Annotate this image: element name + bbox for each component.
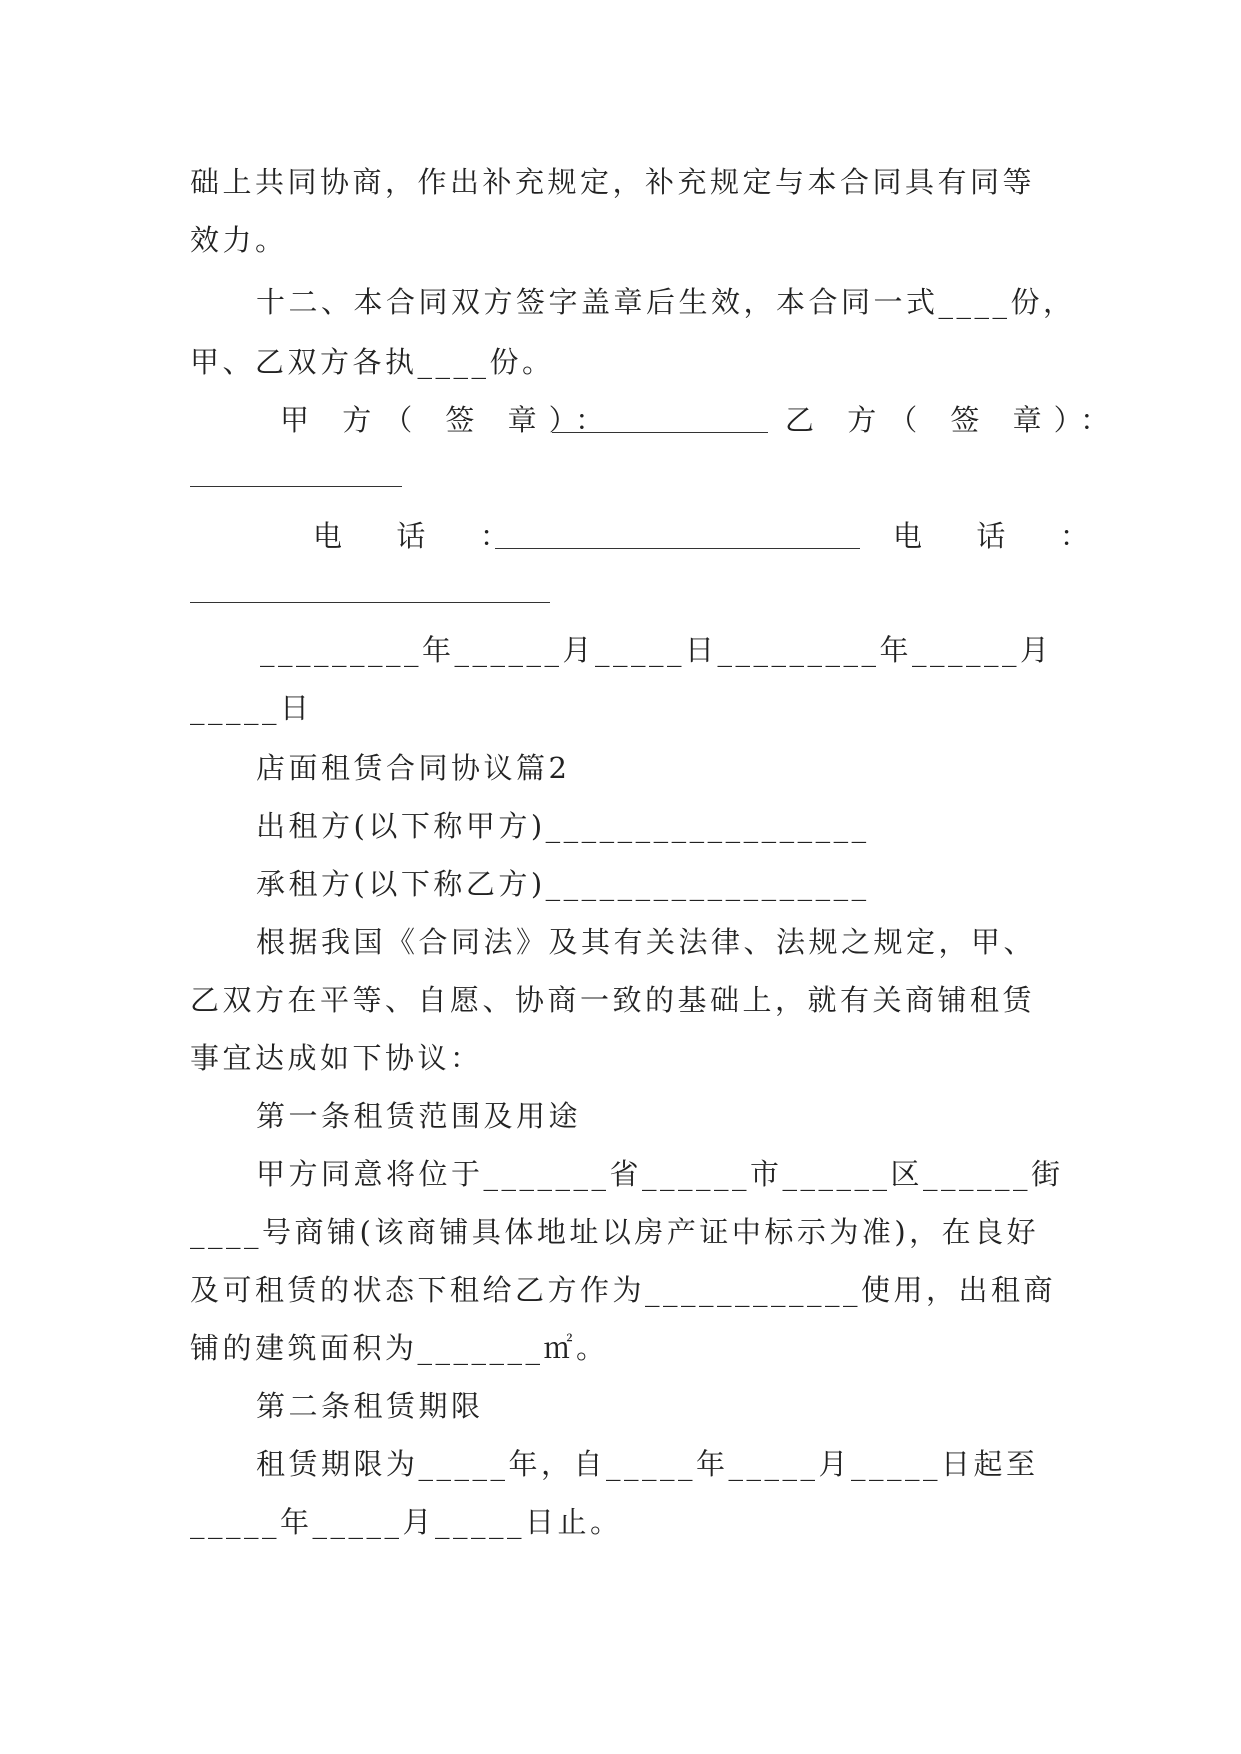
paragraph-line: 础上共同协商，作出补充规定，补充规定与本合同具有同等 xyxy=(190,165,1036,199)
party-a-phone-blank xyxy=(495,548,860,549)
lessor-line: 出租方(以下称甲方)__________________ xyxy=(256,809,870,843)
section-title: 店面租赁合同协议篇2 xyxy=(256,751,571,785)
party-b-signature-label: 乙 方（ 签 章）： xyxy=(785,403,1122,437)
article-heading: 第二条租赁期限 xyxy=(256,1389,484,1423)
paragraph-line: 根据我国《合同法》及其有关法律、法规之规定，甲、 xyxy=(256,925,1037,959)
party-b-phone-label: 电 话 ： xyxy=(893,519,1101,553)
paragraph-line: 及可租赁的状态下租给乙方作为____________使用，出租商 xyxy=(190,1273,1057,1307)
paragraph-line: 乙双方在平等、自愿、协商一致的基础上，就有关商铺租赁 xyxy=(190,983,1036,1017)
paragraph-line: 租赁期限为_____年，自_____年_____月_____日起至 xyxy=(256,1447,1039,1481)
paragraph-line: _____年_____月_____日止。 xyxy=(190,1505,623,1539)
paragraph-line: 甲方同意将位于_______省______市______区______街 xyxy=(256,1157,1064,1191)
paragraph-line: 甲、乙双方各执____份。 xyxy=(190,345,555,379)
lessee-line: 承租方(以下称乙方)__________________ xyxy=(256,867,870,901)
party-a-phone-label: 电 话 ： xyxy=(313,519,521,553)
date-line: _____日 xyxy=(190,691,313,725)
paragraph-line: 铺的建筑面积为_______㎡。 xyxy=(190,1331,609,1365)
party-a-signature-blank xyxy=(552,432,768,433)
party-b-signature-blank xyxy=(190,486,402,487)
article-heading: 第一条租赁范围及用途 xyxy=(256,1099,582,1133)
paragraph-line: 十二、本合同双方签字盖章后生效，本合同一式____份， xyxy=(256,285,1076,319)
paragraph-line: 事宜达成如下协议： xyxy=(190,1041,483,1075)
party-a-signature-label: 甲 方（ 签 章）： xyxy=(280,403,617,437)
party-b-phone-blank xyxy=(190,602,550,603)
paragraph-line: 效力。 xyxy=(190,223,288,257)
date-line: _________年______月_____日_________年______月 xyxy=(260,633,1053,667)
paragraph-line: ____号商铺(该商铺具体地址以房产证中标示为准)，在良好 xyxy=(190,1215,1040,1249)
